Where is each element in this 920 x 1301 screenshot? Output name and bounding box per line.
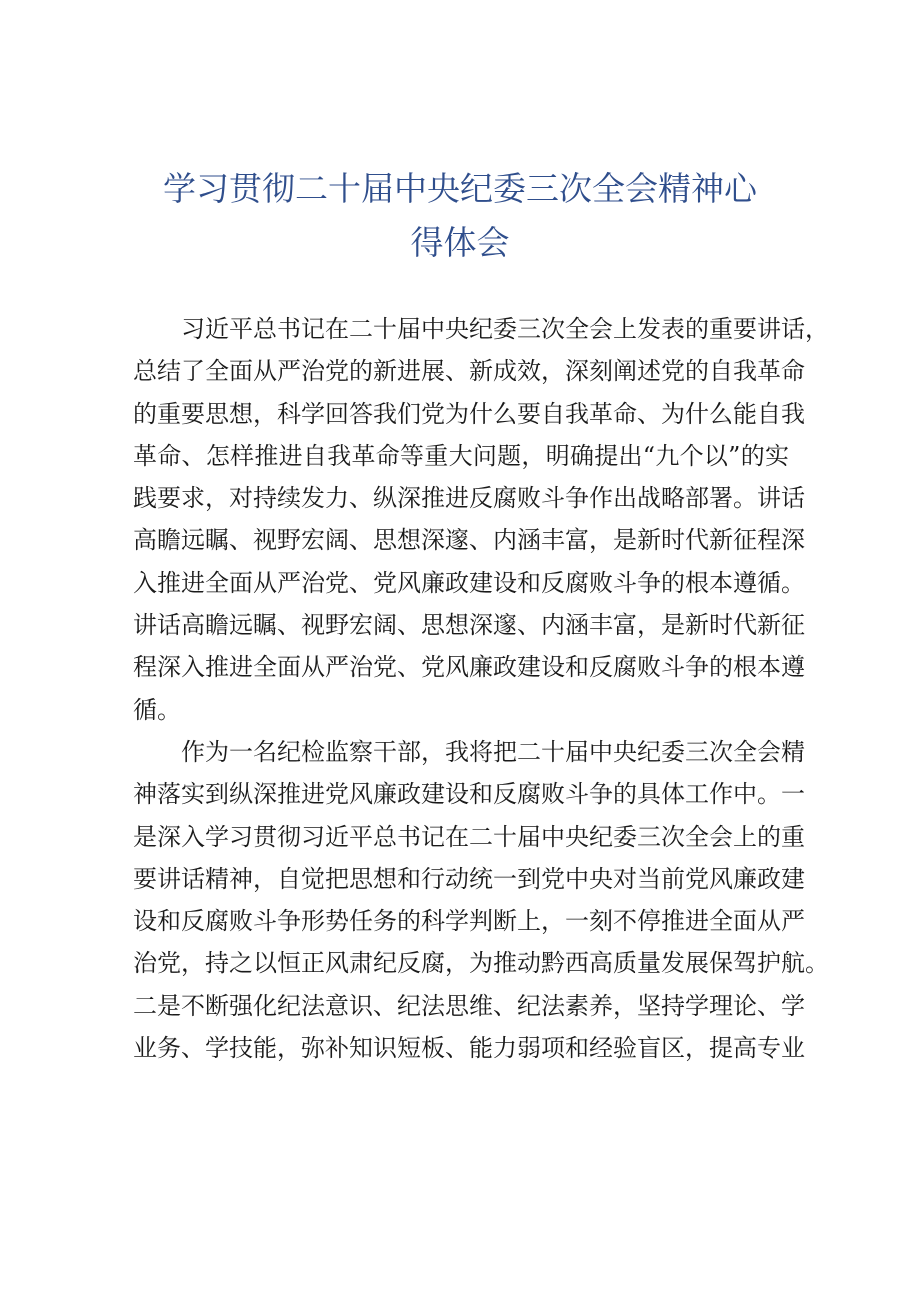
paragraph-line: 二是不断强化纪法意识、纪法思维、纪法素养，坚持学理论、学	[133, 991, 805, 1020]
paragraph-line: 入推进全面从严治党、党风廉政建设和反腐败斗争的根本遵循。	[133, 568, 805, 597]
paragraph-line: 设和反腐败斗争形势任务的科学判断上，一刻不停推进全面从严	[133, 907, 805, 936]
paragraph-line: 践要求，对持续发力、纵深推进反腐败斗争作出战略部署。讲话	[133, 484, 805, 513]
paragraph-line: 神落实到纵深推进党风廉政建设和反腐败斗争的具体工作中。一	[133, 780, 805, 809]
paragraph-line: 习近平总书记在二十届中央纪委三次全会上发表的重要讲话，	[181, 315, 829, 343]
document-body	[133, 308, 829, 1069]
paragraph-line: 业务、学技能，弥补知识短板、能力弱项和经验盲区，提高专业	[133, 1034, 805, 1063]
paragraph-line: 的重要思想，科学回答我们党为什么要自我革命、为什么能自我	[133, 399, 805, 428]
paragraph-2	[133, 731, 829, 1069]
paragraph-1	[133, 308, 829, 731]
document-title	[130, 162, 790, 270]
paragraph-line: 是深入学习贯彻习近平总书记在二十届中央纪委三次全会上的重	[133, 822, 805, 851]
title-line: 学习贯彻二十届中央纪委三次全会精神心	[163, 169, 757, 208]
paragraph-line: 要讲话精神，自觉把思想和行动统一到党中央对当前党风廉政建	[133, 864, 805, 893]
paragraph-line: 革命、怎样推进自我革命等重大问题，明确提出“九个以”的实	[133, 441, 789, 470]
paragraph-line: 循。	[133, 695, 181, 724]
paragraph-line: 总结了全面从严治党的新进展、新成效，深刻阐述党的自我革命	[133, 357, 805, 386]
paragraph-line: 治党，持之以恒正风肃纪反腐，为推动黔西高质量发展保驾护航。	[133, 949, 829, 978]
paragraph-line: 作为一名纪检监察干部，我将把二十届中央纪委三次全会精	[181, 737, 805, 766]
paragraph-line: 程深入推进全面从严治党、党风廉政建设和反腐败斗争的根本遵	[133, 653, 805, 682]
paragraph-line: 高瞻远瞩、视野宏阔、思想深邃、内涵丰富，是新时代新征程深	[133, 526, 805, 555]
paragraph-line: 讲话高瞻远瞩、视野宏阔、思想深邃、内涵丰富，是新时代新征	[133, 611, 805, 640]
title-line: 得体会	[410, 223, 510, 262]
